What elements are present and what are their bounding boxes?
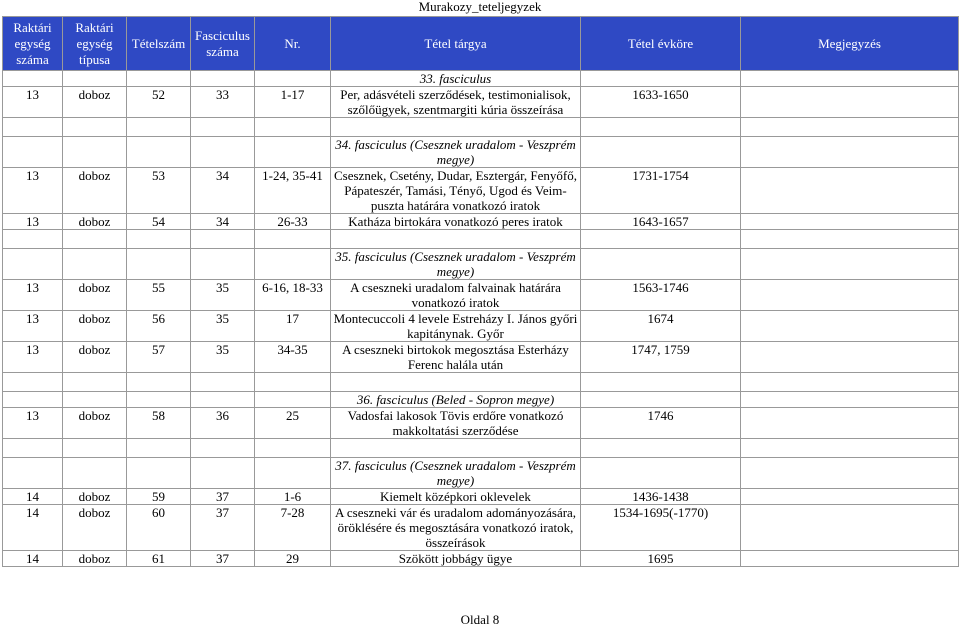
spacer-row [3,439,959,458]
cell-item-number: 60 [127,505,191,551]
cell-nr: 25 [255,408,331,439]
header-subject: Tétel tárgya [331,17,581,71]
header-row [3,17,959,71]
cell-subject: Vadosfai lakosok Tövis erdőre vonatkozó makkoltatási szerződése [331,408,581,439]
cell-years: 1695 [581,551,741,567]
header-nr: Nr. [255,17,331,71]
cell-unit-type: doboz [63,168,127,214]
fasciculus-heading: 37. fasciculus (Csesznek uradalom - Veszprém megye) [331,458,581,489]
cell-nr: 34-35 [255,342,331,373]
cell-fasciculus-number: 35 [191,311,255,342]
header-fasciculus-number: Fasciculus száma [191,17,255,71]
cell-subject: Katháza birtokára vonatkozó peres iratok [331,214,581,230]
cell-unit-type: doboz [63,342,127,373]
cell-subject: A cseszneki uradalom falvainak határára vonatkozó iratok [331,280,581,311]
cell-fasciculus-number: 33 [191,87,255,118]
cell-note [741,87,959,118]
page-footer: Oldal 8 [460,612,500,627]
table-row [3,551,959,567]
table-row [3,280,959,311]
fasciculus-heading: 33. fasciculus [331,71,581,87]
cell-fasciculus-number: 37 [191,551,255,567]
cell-subject: A cseszneki vár és uradalom adományozására, öröklésére és megosztására vonatkozó iratok, összeírások [331,505,581,551]
cell-fasciculus-number: 37 [191,505,255,551]
cell-nr: 1-24, 35-41 [255,168,331,214]
cell-years: 1534-1695(-1770) [581,505,741,551]
cell-years: 1747, 1759 [581,342,741,373]
cell-fasciculus-number: 34 [191,168,255,214]
cell-years: 1563-1746 [581,280,741,311]
cell-item-number: 57 [127,342,191,373]
fasciculus-heading-row [3,249,959,280]
cell-years: 1633-1650 [581,87,741,118]
cell-unit-number: 13 [3,280,63,311]
fasciculus-heading: 36. fasciculus (Beled - Sopron megye) [331,392,581,408]
cell-subject: Csesznek, Csetény, Dudar, Esztergár, Fenyőfő, Pápateszér, Tamási, Tényő, Ugod és Veim-puszta határára vonatkozó iratok [331,168,581,214]
cell-unit-type: doboz [63,87,127,118]
cell-unit-type: doboz [63,214,127,230]
header-unit-type: Raktári egység típusa [63,17,127,71]
cell-item-number: 58 [127,408,191,439]
spacer-row [3,373,959,392]
table-row [3,87,959,118]
table-row [3,214,959,230]
cell-nr: 7-28 [255,505,331,551]
cell-fasciculus-number: 35 [191,342,255,373]
cell-item-number: 55 [127,280,191,311]
cell-unit-number: 13 [3,214,63,230]
cell-nr: 1-6 [255,489,331,505]
cell-item-number: 53 [127,168,191,214]
cell-unit-type: doboz [63,280,127,311]
spacer-row [3,230,959,249]
cell-item-number: 52 [127,87,191,118]
table-row [3,505,959,551]
cell-item-number: 61 [127,551,191,567]
fasciculus-heading-row [3,392,959,408]
header-years: Tétel évköre [581,17,741,71]
spacer-row [3,118,959,137]
cell-subject: Szökött jobbágy ügye [331,551,581,567]
fasciculus-heading: 35. fasciculus (Csesznek uradalom - Veszprém megye) [331,249,581,280]
cell-unit-type: doboz [63,311,127,342]
fasciculus-heading-row [3,137,959,168]
item-list-table [2,16,959,567]
document-title: Murakozy_teteljegyzek [418,0,542,14]
table-row [3,168,959,214]
table-row [3,408,959,439]
cell-note [741,311,959,342]
cell-note [741,489,959,505]
cell-unit-number: 14 [3,505,63,551]
cell-years: 1643-1657 [581,214,741,230]
cell-note [741,408,959,439]
cell-nr: 26-33 [255,214,331,230]
cell-fasciculus-number: 37 [191,489,255,505]
header-item-number: Tételszám [127,17,191,71]
cell-unit-type: doboz [63,551,127,567]
cell-subject: Kiemelt középkori oklevelek [331,489,581,505]
cell-unit-number: 13 [3,342,63,373]
fasciculus-heading-row [3,71,959,87]
cell-nr: 17 [255,311,331,342]
cell-unit-number: 13 [3,87,63,118]
cell-nr: 1-17 [255,87,331,118]
cell-subject: Per, adásvételi szerződések, testimonialisok, szőlőügyek, szentmargiti kúria összeírása [331,87,581,118]
table-row [3,489,959,505]
cell-item-number: 54 [127,214,191,230]
cell-fasciculus-number: 34 [191,214,255,230]
cell-subject: Montecuccoli 4 levele Estreházy I. János győri kapitánynak. Győr [331,311,581,342]
cell-note [741,342,959,373]
cell-note [741,214,959,230]
cell-years: 1436-1438 [581,489,741,505]
cell-years: 1674 [581,311,741,342]
cell-unit-number: 13 [3,408,63,439]
table-row [3,311,959,342]
table-row [3,342,959,373]
cell-fasciculus-number: 36 [191,408,255,439]
cell-fasciculus-number: 35 [191,280,255,311]
header-unit-number: Raktári egység száma [3,17,63,71]
cell-unit-type: doboz [63,489,127,505]
cell-note [741,551,959,567]
cell-nr: 6-16, 18-33 [255,280,331,311]
header-note: Megjegyzés [741,17,959,71]
cell-note [741,505,959,551]
cell-note [741,280,959,311]
cell-unit-type: doboz [63,505,127,551]
cell-unit-type: doboz [63,408,127,439]
cell-years: 1746 [581,408,741,439]
cell-unit-number: 14 [3,489,63,505]
cell-subject: A cseszneki birtokok megosztása Esterházy Ferenc halála után [331,342,581,373]
cell-nr: 29 [255,551,331,567]
cell-unit-number: 13 [3,311,63,342]
fasciculus-heading-row [3,458,959,489]
fasciculus-heading: 34. fasciculus (Csesznek uradalom - Veszprém megye) [331,137,581,168]
cell-item-number: 56 [127,311,191,342]
cell-years: 1731-1754 [581,168,741,214]
cell-item-number: 59 [127,489,191,505]
cell-unit-number: 14 [3,551,63,567]
cell-note [741,168,959,214]
cell-unit-number: 13 [3,168,63,214]
